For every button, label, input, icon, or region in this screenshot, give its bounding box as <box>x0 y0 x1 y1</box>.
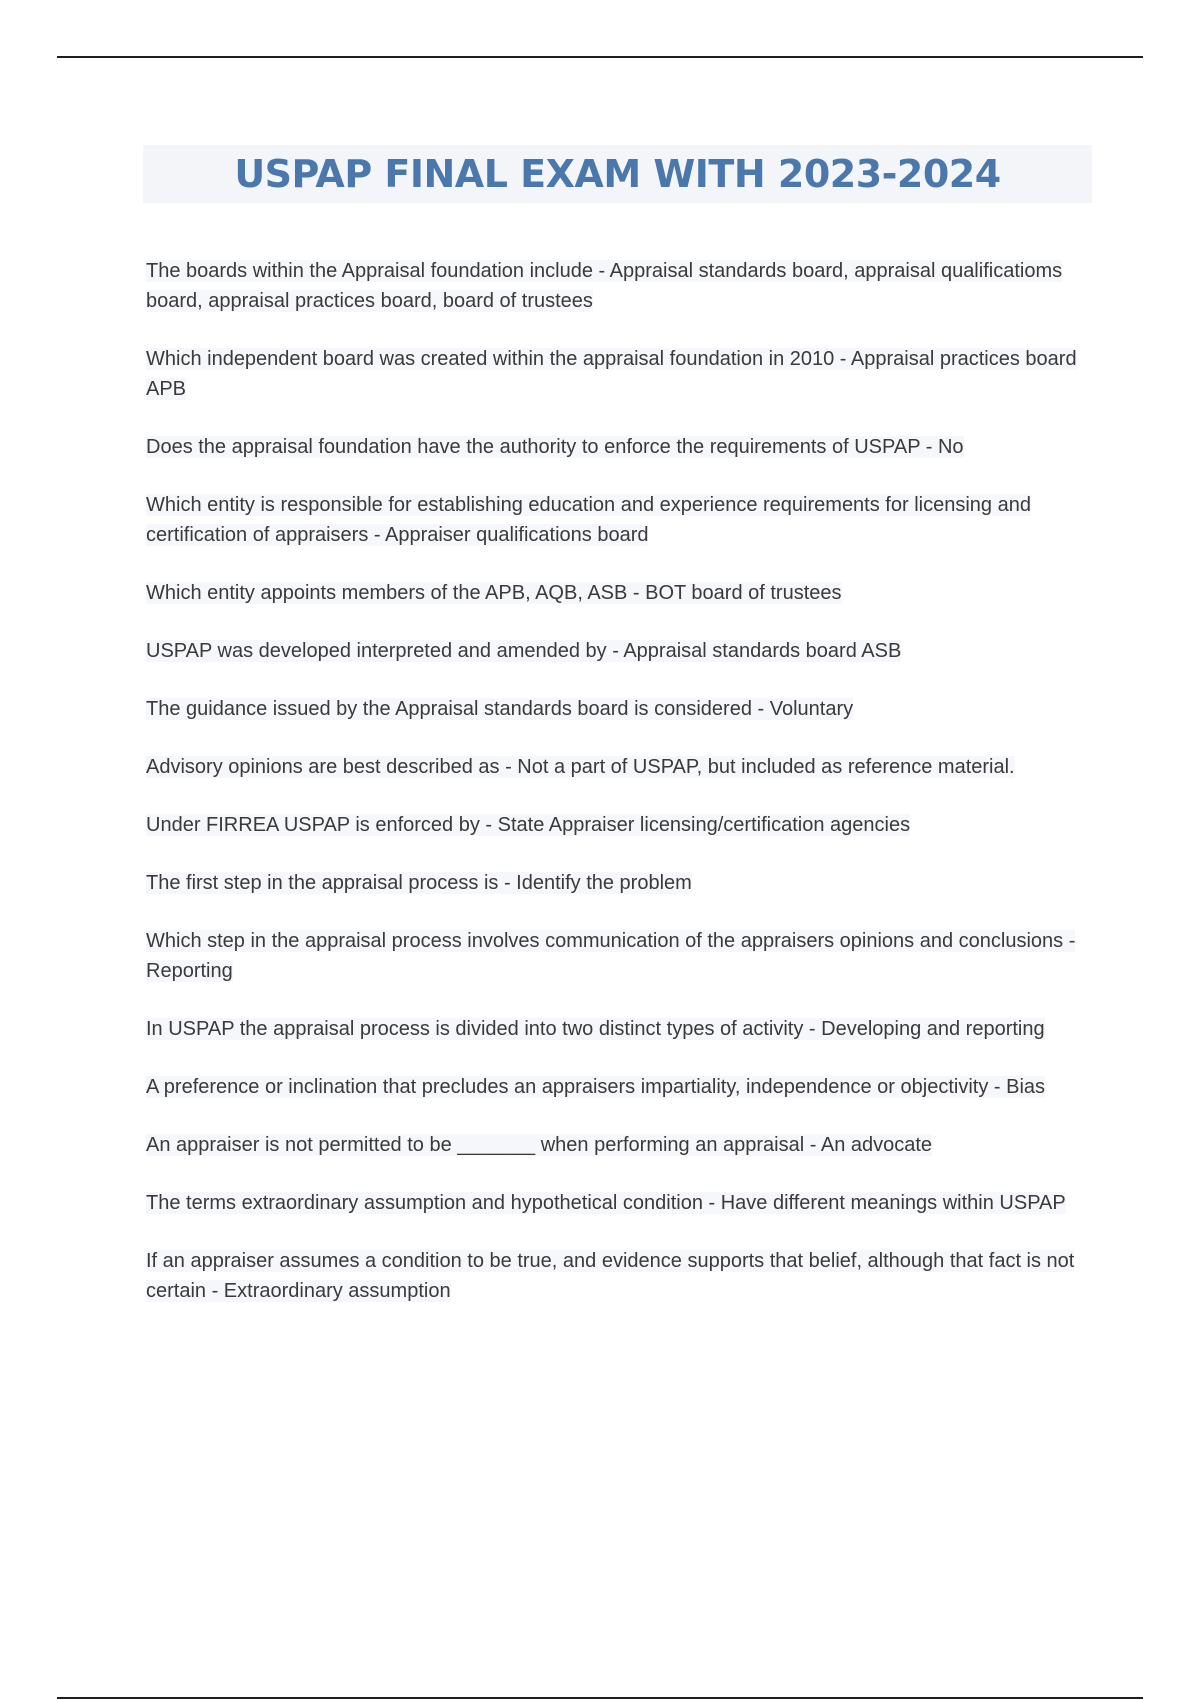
question-text: The guidance issued by the Appraisal standards board is considered - Voluntary <box>146 698 854 720</box>
list-item <box>146 810 1106 840</box>
question-text: If an appraiser assumes a condition to be true, and evidence supports that belief, although that fact is not certain - Extraordinary assumption <box>146 1250 1075 1302</box>
question-text: Which step in the appraisal process involves communication of the appraisers opinions and conclusions - Reporting <box>146 930 1076 982</box>
list-item <box>146 490 1106 550</box>
question-text: Which independent board was created within the appraisal foundation in 2010 - Appraisal practices board APB <box>146 348 1077 400</box>
list-item <box>146 926 1106 986</box>
question-text: Advisory opinions are best described as - Not a part of USPAP, but included as reference material. <box>146 756 1015 778</box>
footer-rule <box>57 1697 1143 1699</box>
list-item <box>146 256 1106 316</box>
question-text: Which entity appoints members of the APB, AQB, ASB - BOT board of trustees <box>146 582 842 604</box>
question-text: An appraiser is not permitted to be _______ when performing an appraisal - An advocate <box>146 1134 933 1156</box>
question-list <box>146 256 1106 1334</box>
header-rule <box>57 56 1143 58</box>
list-item <box>146 694 1106 724</box>
list-item <box>146 752 1106 782</box>
list-item <box>146 1188 1106 1218</box>
list-item <box>146 432 1106 462</box>
question-text: A preference or inclination that precludes an appraisers impartiality, independence or objectivity - Bias <box>146 1076 1046 1098</box>
title-banner <box>143 145 1092 203</box>
list-item <box>146 1014 1106 1044</box>
question-text: In USPAP the appraisal process is divided into two distinct types of activity - Developing and reporting <box>146 1018 1045 1040</box>
question-text: USPAP was developed interpreted and amended by - Appraisal standards board ASB <box>146 640 902 662</box>
question-text: The first step in the appraisal process is - Identify the problem <box>146 872 692 894</box>
list-item <box>146 578 1106 608</box>
list-item <box>146 1072 1106 1102</box>
question-text: The terms extraordinary assumption and hypothetical condition - Have different meanings within USPAP <box>146 1192 1066 1214</box>
question-text: Which entity is responsible for establishing education and experience requirements for licensing and certification of appraisers - Appraiser qualifications board <box>146 494 1031 546</box>
list-item <box>146 344 1106 404</box>
question-text: Under FIRREA USPAP is enforced by - State Appraiser licensing/certification agencies <box>146 814 911 836</box>
question-text: Does the appraisal foundation have the authority to enforce the requirements of USPAP - No <box>146 436 964 458</box>
list-item <box>146 1246 1106 1306</box>
list-item <box>146 636 1106 666</box>
page-title: USPAP FINAL EXAM WITH 2023-2024 <box>234 152 1001 196</box>
question-text: The boards within the Appraisal foundation include - Appraisal standards board, appraisal qualificatioms board, appraisal practices board, board of trustees <box>146 260 1063 312</box>
list-item <box>146 868 1106 898</box>
list-item <box>146 1130 1106 1160</box>
